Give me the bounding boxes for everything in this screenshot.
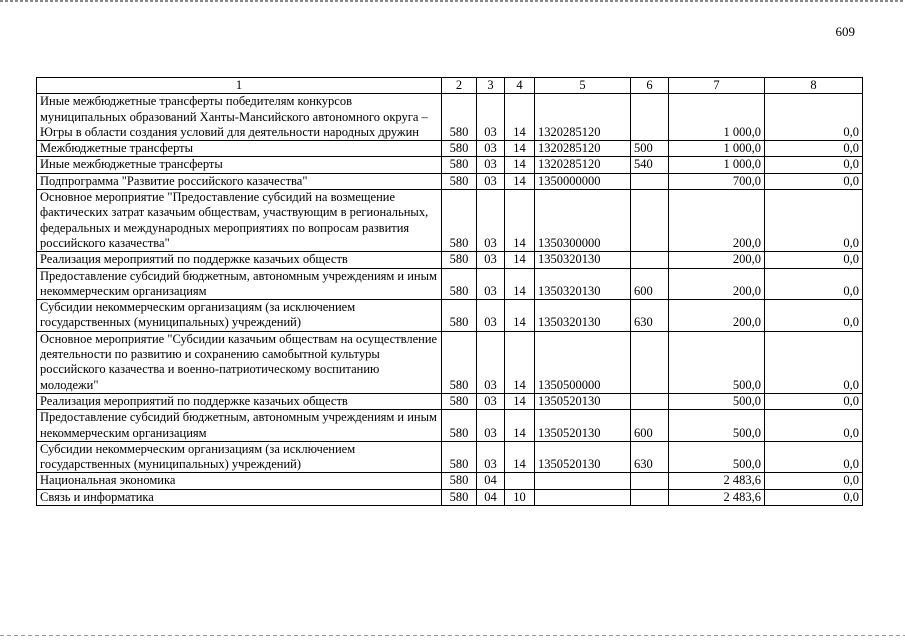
cell-amount-2: 0,0 [765, 190, 863, 252]
cell-amount-2: 0,0 [765, 94, 863, 141]
scan-edge-bottom [0, 635, 905, 636]
cell-expense-type [631, 94, 669, 141]
cell-subsection: 14 [505, 410, 535, 442]
cell-amount-2: 0,0 [765, 331, 863, 393]
cell-target-article: 1320285120 [535, 141, 631, 157]
cell-amount-2: 0,0 [765, 252, 863, 268]
cell-amount: 200,0 [669, 300, 765, 332]
cell-amount-2: 0,0 [765, 173, 863, 189]
cell-amount: 500,0 [669, 441, 765, 473]
row-name: Основное мероприятие "Субсидии казачьим обществам на осуществление деятельности по развитию и сохранению самобытной культуры российского казачества и военно-патриотическому воспитанию молодежи" [37, 331, 442, 393]
cell-section: 03 [477, 410, 505, 442]
column-header: 3 [477, 78, 505, 94]
cell-section: 03 [477, 141, 505, 157]
cell-target-article: 1350300000 [535, 190, 631, 252]
cell-target-article: 1350320130 [535, 252, 631, 268]
cell-section: 03 [477, 94, 505, 141]
cell-amount: 500,0 [669, 393, 765, 409]
cell-admin-code: 580 [442, 300, 477, 332]
cell-section: 04 [477, 489, 505, 505]
row-name: Субсидии некоммерческим организациям (за исключением государственных (муниципальных) учреждений) [37, 300, 442, 332]
cell-subsection: 14 [505, 141, 535, 157]
column-header: 2 [442, 78, 477, 94]
cell-target-article: 1320285120 [535, 157, 631, 173]
table-row [37, 489, 863, 505]
table-row [37, 393, 863, 409]
table-row [37, 190, 863, 252]
table-row [37, 300, 863, 332]
cell-amount: 200,0 [669, 252, 765, 268]
cell-section: 03 [477, 331, 505, 393]
cell-expense-type [631, 393, 669, 409]
cell-amount-2: 0,0 [765, 441, 863, 473]
cell-amount-2: 0,0 [765, 141, 863, 157]
cell-admin-code: 580 [442, 268, 477, 300]
cell-amount: 1 000,0 [669, 141, 765, 157]
table-row [37, 141, 863, 157]
cell-subsection: 14 [505, 441, 535, 473]
column-header: 6 [631, 78, 669, 94]
cell-amount: 2 483,6 [669, 473, 765, 489]
page-number: 609 [835, 24, 855, 39]
cell-subsection: 14 [505, 393, 535, 409]
row-name: Национальная экономика [37, 473, 442, 489]
column-header: 4 [505, 78, 535, 94]
table-row [37, 94, 863, 141]
column-header: 5 [535, 78, 631, 94]
row-name: Связь и информатика [37, 489, 442, 505]
cell-target-article: 1350520130 [535, 441, 631, 473]
row-name: Межбюджетные трансферты [37, 141, 442, 157]
cell-target-article [535, 473, 631, 489]
cell-subsection: 14 [505, 94, 535, 141]
cell-expense-type [631, 489, 669, 505]
cell-expense-type [631, 190, 669, 252]
cell-section: 04 [477, 473, 505, 489]
cell-admin-code: 580 [442, 157, 477, 173]
cell-amount-2: 0,0 [765, 473, 863, 489]
table-row [37, 157, 863, 173]
cell-admin-code: 580 [442, 173, 477, 189]
table-row [37, 410, 863, 442]
cell-subsection: 14 [505, 190, 535, 252]
header-row [37, 78, 863, 94]
column-header: 8 [765, 78, 863, 94]
row-name: Предоставление субсидий бюджетным, автономным учреждениям и иным некоммерческим организациям [37, 268, 442, 300]
row-name: Субсидии некоммерческим организациям (за исключением государственных (муниципальных) учреждений) [37, 441, 442, 473]
cell-amount: 1 000,0 [669, 157, 765, 173]
cell-admin-code: 580 [442, 94, 477, 141]
cell-expense-type: 500 [631, 141, 669, 157]
cell-subsection: 14 [505, 173, 535, 189]
cell-amount-2: 0,0 [765, 268, 863, 300]
cell-subsection [505, 473, 535, 489]
row-name: Иные межбюджетные трансферты [37, 157, 442, 173]
cell-target-article [535, 489, 631, 505]
cell-section: 03 [477, 252, 505, 268]
row-name: Основное мероприятие "Предоставление субсидий на возмещение фактических затрат казачьим обществам, участвующим в региональных, федеральных и международных мероприятиях по вопросам развития российского казачества" [37, 190, 442, 252]
column-header: 7 [669, 78, 765, 94]
cell-target-article: 1350520130 [535, 393, 631, 409]
cell-target-article: 1350320130 [535, 300, 631, 332]
cell-amount: 200,0 [669, 268, 765, 300]
cell-amount-2: 0,0 [765, 300, 863, 332]
cell-expense-type: 540 [631, 157, 669, 173]
row-name: Реализация мероприятий по поддержке казачьих обществ [37, 252, 442, 268]
row-name: Предоставление субсидий бюджетным, автономным учреждениям и иным некоммерческим организациям [37, 410, 442, 442]
cell-subsection: 14 [505, 252, 535, 268]
cell-subsection: 14 [505, 157, 535, 173]
cell-amount: 1 000,0 [669, 94, 765, 141]
cell-target-article: 1350500000 [535, 331, 631, 393]
cell-subsection: 14 [505, 268, 535, 300]
cell-subsection: 14 [505, 331, 535, 393]
table-row [37, 441, 863, 473]
row-name: Иные межбюджетные трансферты победителям конкурсов муниципальных образований Ханты-Мансийского автономного округа – Югры в области создания условий для деятельности народных дружин [37, 94, 442, 141]
cell-expense-type: 630 [631, 300, 669, 332]
table-row [37, 252, 863, 268]
table-row [37, 331, 863, 393]
cell-admin-code: 580 [442, 190, 477, 252]
cell-admin-code: 580 [442, 141, 477, 157]
cell-expense-type: 630 [631, 441, 669, 473]
cell-target-article: 1320285120 [535, 94, 631, 141]
cell-amount-2: 0,0 [765, 489, 863, 505]
column-header: 1 [37, 78, 442, 94]
cell-amount: 500,0 [669, 331, 765, 393]
cell-admin-code: 580 [442, 441, 477, 473]
cell-amount: 2 483,6 [669, 489, 765, 505]
cell-target-article: 1350000000 [535, 173, 631, 189]
cell-section: 03 [477, 300, 505, 332]
cell-amount-2: 0,0 [765, 157, 863, 173]
cell-amount: 700,0 [669, 173, 765, 189]
cell-target-article: 1350320130 [535, 268, 631, 300]
cell-amount: 200,0 [669, 190, 765, 252]
cell-expense-type [631, 473, 669, 489]
row-name: Подпрограмма "Развитие российского казачества" [37, 173, 442, 189]
cell-admin-code: 580 [442, 410, 477, 442]
budget-table [36, 77, 863, 506]
cell-subsection: 14 [505, 300, 535, 332]
cell-expense-type [631, 252, 669, 268]
cell-target-article: 1350520130 [535, 410, 631, 442]
cell-amount: 500,0 [669, 410, 765, 442]
cell-section: 03 [477, 157, 505, 173]
cell-section: 03 [477, 393, 505, 409]
cell-amount-2: 0,0 [765, 393, 863, 409]
cell-admin-code: 580 [442, 252, 477, 268]
cell-admin-code: 580 [442, 473, 477, 489]
cell-expense-type [631, 331, 669, 393]
table-row [37, 473, 863, 489]
cell-section: 03 [477, 268, 505, 300]
cell-section: 03 [477, 190, 505, 252]
row-name: Реализация мероприятий по поддержке казачьих обществ [37, 393, 442, 409]
cell-section: 03 [477, 173, 505, 189]
table-row [37, 268, 863, 300]
cell-admin-code: 580 [442, 331, 477, 393]
cell-amount-2: 0,0 [765, 410, 863, 442]
cell-expense-type: 600 [631, 410, 669, 442]
cell-admin-code: 580 [442, 393, 477, 409]
scan-edge-top [0, 0, 905, 2]
cell-expense-type [631, 173, 669, 189]
table-row [37, 173, 863, 189]
cell-admin-code: 580 [442, 489, 477, 505]
cell-subsection: 10 [505, 489, 535, 505]
cell-section: 03 [477, 441, 505, 473]
cell-expense-type: 600 [631, 268, 669, 300]
